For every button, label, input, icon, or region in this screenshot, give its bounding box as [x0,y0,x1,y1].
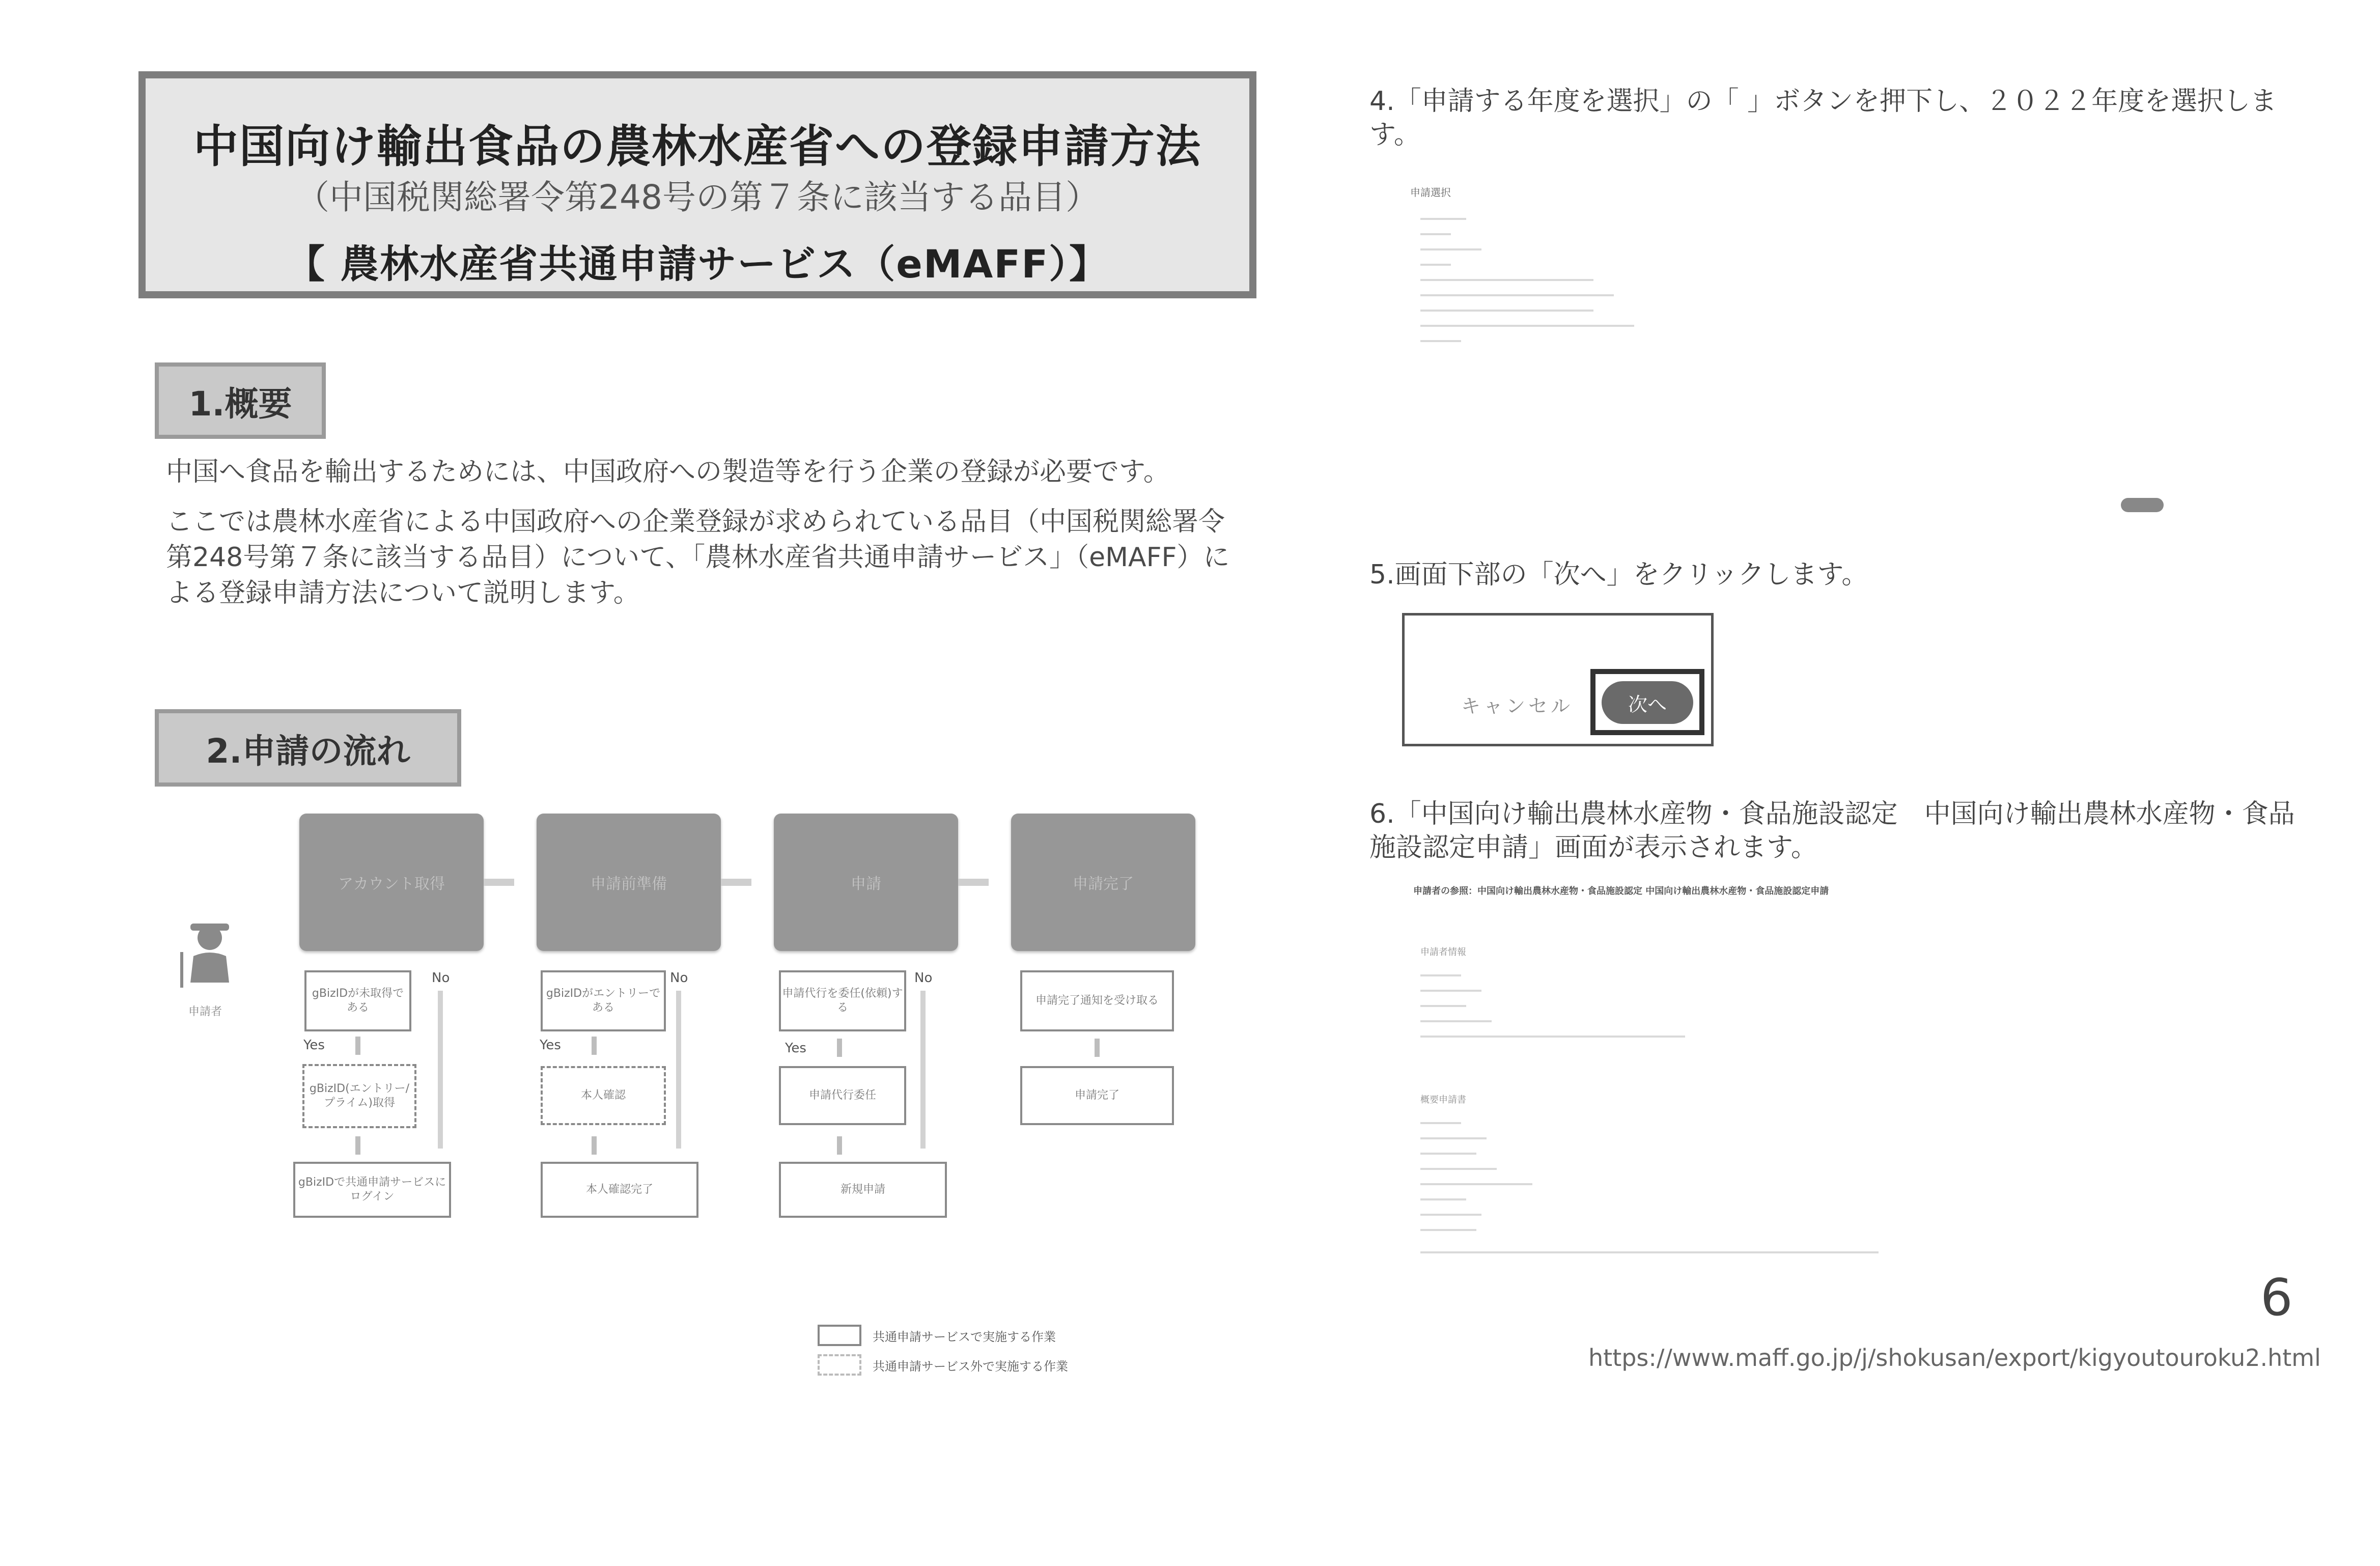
step6-screenshot-summary-fields [1420,1115,2031,1329]
stage-complete: 申請完了 [1011,814,1195,951]
flow-box-application-complete: 申請完了 [1020,1066,1174,1125]
step4-screenshot-title: 申請選択 [1410,186,1451,199]
legend-swatch-inside [818,1325,861,1346]
down-arrow [355,1136,360,1155]
cancel-button[interactable]: キャンセル [1461,695,1574,717]
stage-connector [958,879,989,886]
document-subtitle: （中国税関総署令第248号の第７条に該当する品目） [296,178,1099,217]
legend-swatch-outside [818,1354,861,1376]
yes-label: Yes [540,1038,561,1053]
section-heading-flow: 2.申請の流れ [155,709,461,787]
down-arrow [355,1037,360,1055]
step4-instruction: 4.「申請する年度を選択」の「 」ボタンを押下し、２０２２年度を選択します。 [1369,86,2277,150]
no-label: No [914,970,933,986]
stage-account: アカウント取得 [299,814,484,951]
yes-label: Yes [303,1038,325,1053]
no-label: No [670,970,688,986]
flow-box-delegate: 申請代行を委任(依頼)する [779,970,906,1031]
flow-box-receive-notice: 申請完了通知を受け取る [1020,970,1174,1031]
no-branch-line [676,991,681,1149]
legend-label-outside: 共通申請サービス外で実施する作業 [873,1359,1068,1374]
flow-box-identity-complete: 本人確認完了 [541,1162,698,1218]
yes-label: Yes [785,1041,806,1056]
step6-screenshot-fields [1420,967,2031,1079]
actor-label: 申請者 [188,1005,222,1018]
step5-instruction: 5.画面下部の「次へ」をクリックします。 [1369,560,1868,590]
no-branch-line [920,991,926,1149]
flow-box-delegate-action: 申請代行委任 [779,1066,906,1125]
title-box [138,71,1256,298]
step6-section-summary: 概要申請書 [1420,1095,1466,1105]
no-branch-line [438,991,443,1149]
down-arrow [592,1037,597,1055]
flow-box-identity-check: 本人確認 [541,1066,666,1125]
source-url[interactable]: https://www.maff.go.jp/j/shokusan/export/kigyoutouroku2.html [1588,1344,2321,1372]
step6-instruction: 6.「中国向け輸出農林水産物・食品施設認定 中国向け輸出農林水産物・食品施設認定申請」画面が表示されます。 [1369,799,2295,863]
no-label: No [432,970,450,986]
down-arrow [837,1039,842,1057]
legend-label-inside: 共通申請サービスで実施する作業 [873,1330,1056,1344]
stage-connector [484,879,514,886]
down-arrow [837,1136,842,1155]
stage-application: 申請 [774,814,958,951]
section-heading-overview: 1.概要 [155,362,326,439]
document-title: 中国向け輸出食品の農林水産省への登録申請方法 [193,120,1201,173]
stage-connector [721,879,751,886]
flow-box-gbizid-entry: gBizIDがエントリーである [541,970,666,1031]
step4-screenshot-form [1420,214,2164,377]
farmer-icon [175,916,241,993]
next-button[interactable]: 次へ [1602,681,1693,724]
overview-paragraph-2: ここでは農林水産省による中国政府への企業登録が求められている品目（中国税関総署令第248号第７条に該当する品目）について、「農林水産省共通申請サービス」（eMAFF）による登録申請方法について説明します。 [166,507,1230,608]
step6-screenshot-title: 申請者の参照：中国向け輸出農林水産物・食品施設認定 中国向け輸出農林水産物・食品施設認定申請 [1413,886,1829,897]
flow-box-login: gBizIDで共通申請サービスにログイン [293,1162,451,1218]
overview-paragraph-1: 中国へ食品を輸出するためには、中国政府への製造等を行う企業の登録が必要です。 [166,457,1170,487]
flow-box-gbizid-acquire: gBizID(エントリー/プライム)取得 [302,1064,416,1128]
flow-box-new-application: 新規申請 [779,1162,947,1218]
down-arrow [592,1136,597,1155]
down-arrow [1095,1039,1100,1057]
service-name: 【 農林水産省共通申請サービス（eMAFF）】 [286,241,1109,287]
stage-preparation: 申請前準備 [537,814,721,951]
page-number: 6 [2260,1268,2293,1327]
step6-section-applicant: 申請者情報 [1420,947,1466,958]
step4-next-button[interactable] [2121,498,2164,512]
flow-box-gbizid-unregistered: gBizIDが未取得である [304,970,411,1031]
